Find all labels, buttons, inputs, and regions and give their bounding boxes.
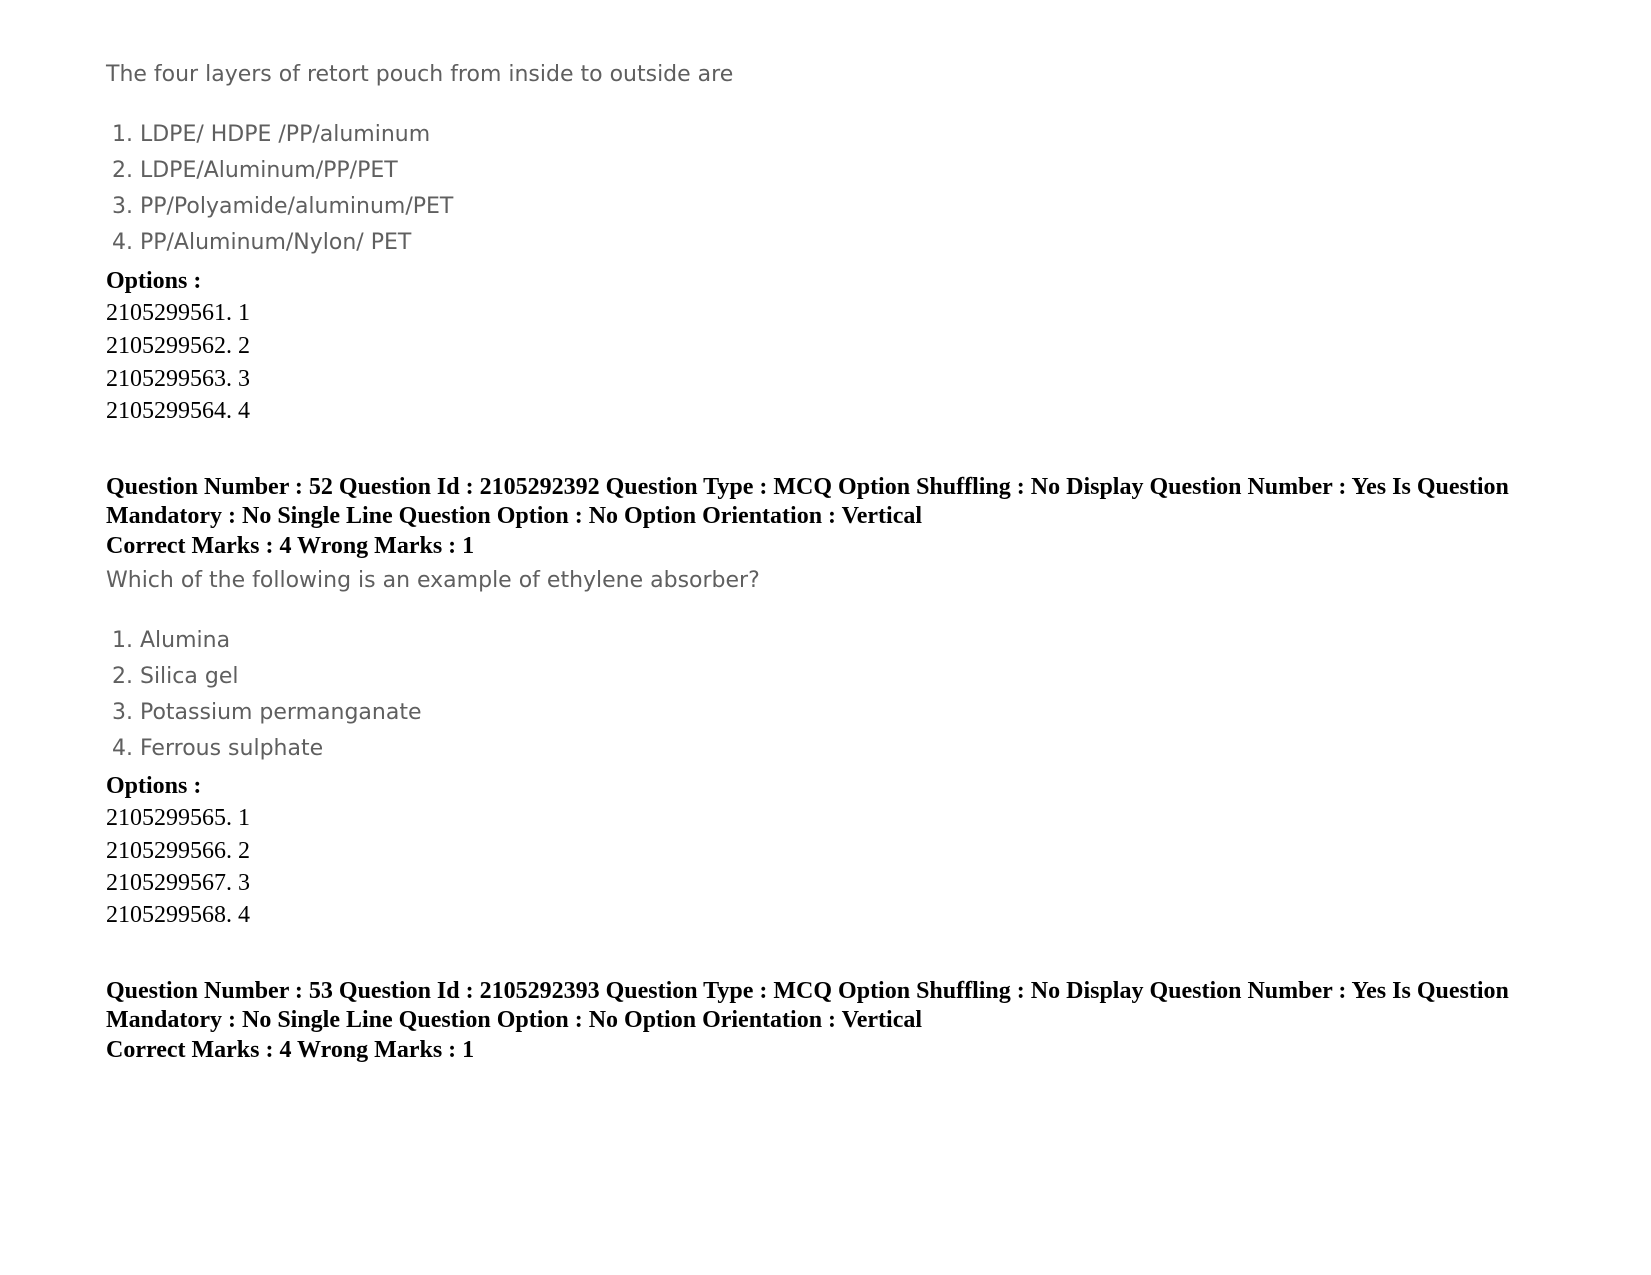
question-stem: The four layers of retort pouch from inside to outside are	[106, 62, 734, 87]
question-stem: Which of the following is an example of ethylene absorber?	[106, 568, 760, 593]
answer-choice: 1. Alumina	[112, 628, 231, 653]
marks-line: Correct Marks : 4 Wrong Marks : 1	[106, 533, 475, 559]
answer-choice: 4. PP/Aluminum/Nylon/ PET	[112, 230, 412, 255]
answer-choice: 3. PP/Polyamide/aluminum/PET	[112, 194, 454, 219]
question-metadata: Question Number : 52 Question Id : 2105292392 Question Type : MCQ Option Shuffling : No Display Question Number : Yes Is Question Mandatory : No Single Line Question Option : No Option Orientation : Vertical	[106, 474, 1509, 529]
option-item: 2105299565. 1	[106, 805, 250, 831]
answer-choice: 1. LDPE/ HDPE /PP/aluminum	[112, 122, 431, 147]
options-heading: Options :	[106, 773, 202, 799]
marks-line: Correct Marks : 4 Wrong Marks : 1	[106, 1037, 475, 1063]
option-item: 2105299561. 1	[106, 300, 250, 326]
option-item: 2105299562. 2	[106, 333, 250, 359]
option-item: 2105299566. 2	[106, 838, 250, 864]
option-item: 2105299567. 3	[106, 870, 250, 896]
answer-choice: 2. Silica gel	[112, 664, 239, 689]
answer-choice: 3. Potassium permanganate	[112, 700, 422, 725]
option-item: 2105299568. 4	[106, 902, 250, 928]
option-item: 2105299563. 3	[106, 366, 250, 392]
answer-choice: 4. Ferrous sulphate	[112, 736, 324, 761]
question-metadata: Question Number : 53 Question Id : 2105292393 Question Type : MCQ Option Shuffling : No Display Question Number : Yes Is Question Mandatory : No Single Line Question Option : No Option Orientation : Vertical	[106, 978, 1509, 1033]
option-item: 2105299564. 4	[106, 398, 250, 424]
answer-choice: 2. LDPE/Aluminum/PP/PET	[112, 158, 398, 183]
options-heading: Options :	[106, 268, 202, 294]
